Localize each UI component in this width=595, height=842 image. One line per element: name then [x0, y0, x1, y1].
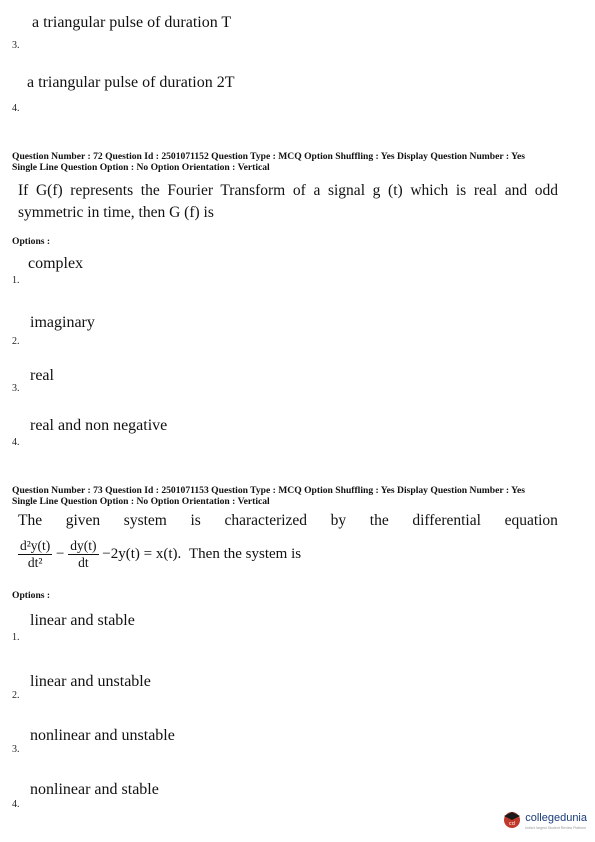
q73-meta-line1: Question Number : 73 Question Id : 2501071153 Question Type : MCQ Option Shuffling : Yes Display Question Number : Yes: [12, 485, 525, 496]
q72-option-2-text[interactable]: imaginary: [30, 314, 95, 331]
q73-option-1-number: 1.: [12, 632, 20, 643]
q73-word: equation: [504, 512, 558, 529]
q73-meta: [12, 486, 572, 507]
q73-option-3-text[interactable]: nonlinear and unstable: [30, 727, 175, 744]
eq-frac2-numerator: dy(t): [70, 538, 97, 553]
q72-option-1-number: 1.: [12, 275, 20, 286]
q72-meta: [12, 152, 572, 173]
prev-option-4-text[interactable]: a triangular pulse of duration 2T: [27, 74, 235, 91]
q72-options-label: Options :: [12, 236, 51, 247]
prev-option-3-text[interactable]: a triangular pulse of duration T: [32, 14, 232, 31]
svg-text:cd: cd: [509, 821, 516, 827]
eq-minus: −: [56, 546, 65, 562]
q72-question-text: [18, 180, 558, 224]
q73-option-4-number: 4.: [12, 799, 20, 810]
q73-meta-line2: Single Line Question Option : No Option Orientation : Vertical: [12, 495, 270, 507]
q72-meta-line2: Single Line Question Option : No Option Orientation : Vertical: [12, 161, 270, 173]
q73-word: the: [369, 512, 389, 529]
q73-text-line1: [18, 510, 558, 532]
q73-word: characterized: [224, 512, 308, 529]
q72-option-3-text[interactable]: real: [30, 367, 54, 384]
graduation-cap-icon: [502, 809, 522, 829]
q72-option-2-number: 2.: [12, 336, 20, 347]
eq-frac2-denominator: dt: [78, 555, 89, 570]
q73-option-2-text[interactable]: linear and unstable: [30, 673, 151, 690]
eq-fraction-second-derivative: [18, 538, 52, 571]
eq-fraction-first-derivative: [68, 538, 98, 571]
q73-word: system: [123, 512, 167, 529]
q73-word: is: [190, 512, 201, 529]
q72-option-4-text[interactable]: real and non negative: [30, 417, 168, 434]
q72-meta-line1: Question Number : 72 Question Id : 2501071152 Question Type : MCQ Option Shuffling : Yes Display Question Number : Yes: [12, 151, 525, 162]
logo-tagline: India's largest Student Review Platform: [525, 826, 587, 830]
q72-option-1-text[interactable]: complex: [28, 255, 84, 272]
q73-option-3-number: 3.: [12, 744, 20, 755]
q73-word: The: [18, 512, 43, 529]
eq-frac1-denominator: dt²: [27, 555, 43, 570]
q73-word: differential: [412, 512, 481, 529]
eq-rest: −2y(t) = x(t).: [102, 546, 182, 562]
q72-option-3-number: 3.: [12, 383, 20, 394]
prev-option-3-number: 3.: [12, 40, 20, 51]
q73-equation: [18, 538, 301, 571]
q73-option-4-text[interactable]: nonlinear and stable: [30, 781, 159, 798]
q72-text-line1: If G(f) represents the Fourier Transform of a signal g (t) which is real and odd: [18, 182, 558, 199]
collegedunia-logo: [502, 808, 587, 830]
logo-name: collegedunia: [525, 812, 587, 824]
eq-frac1-numerator: d²y(t): [20, 538, 51, 553]
q72-text-line2: symmetric in time, then G (f) is: [18, 204, 214, 221]
q73-word: by: [330, 512, 347, 529]
q72-option-4-number: 4.: [12, 437, 20, 448]
q73-options-label: Options :: [12, 590, 51, 601]
q73-option-2-number: 2.: [12, 690, 20, 701]
q73-option-1-text[interactable]: linear and stable: [30, 612, 135, 629]
prev-option-4-number: 4.: [12, 103, 20, 114]
eq-trailing-text: Then the system is: [189, 546, 302, 562]
q73-word: given: [65, 512, 101, 529]
